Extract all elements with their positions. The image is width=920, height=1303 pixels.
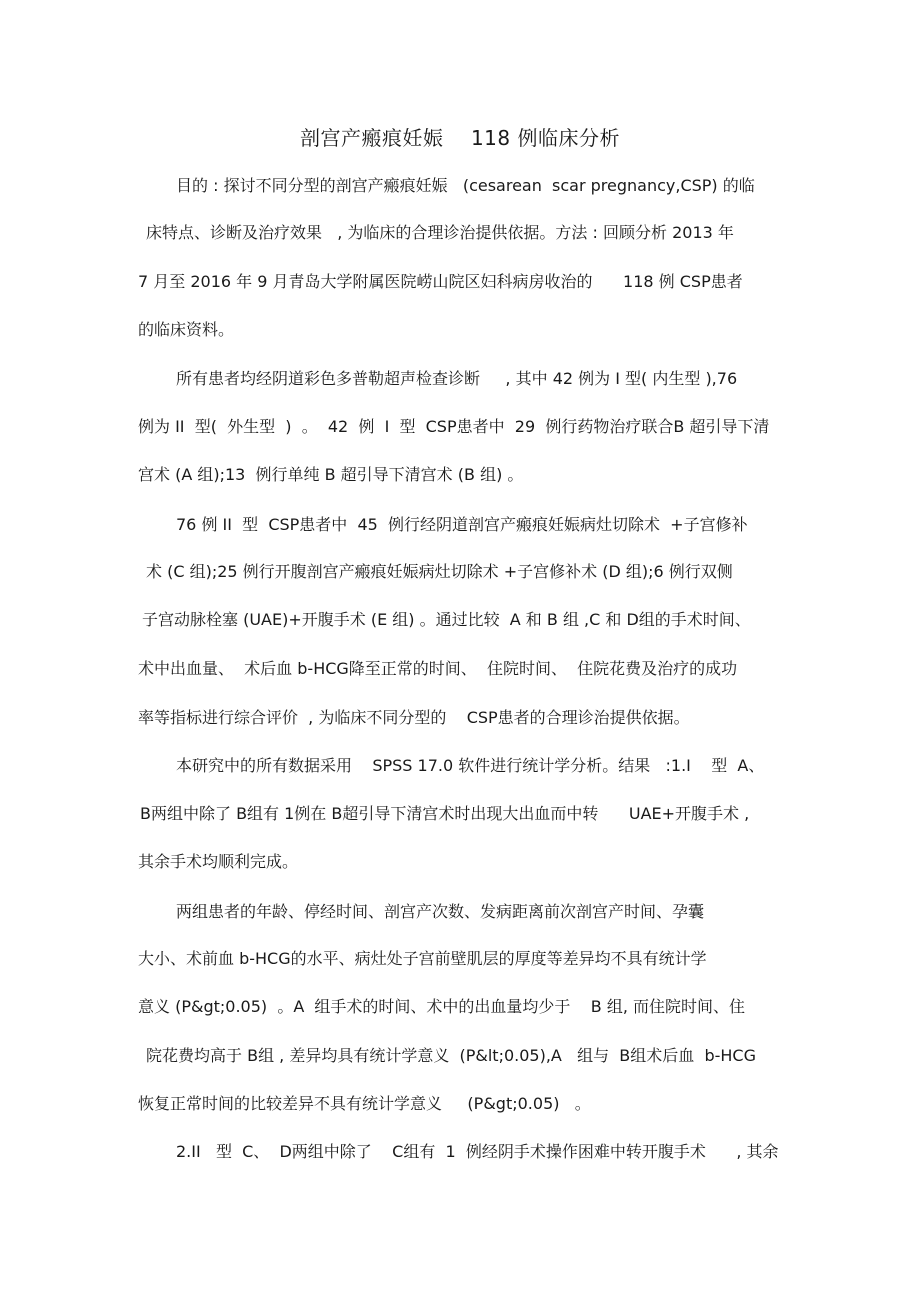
text-line: 术 (C 组);25 例行开腹剖宫产瘢痕妊娠病灶切除术 +子宫修补术 (D 组);6 例行双侧 — [146, 562, 733, 581]
text-line: 床特点、诊断及治疗效果 , 为临床的合理诊治提供依据。方法 : 回顾分析 2013 年 — [146, 223, 734, 242]
text-line: 率等指标进行综合评价 , 为临床不同分型的 CSP患者的合理诊治提供依据。 — [138, 708, 690, 727]
text-line: 子宫动脉栓塞 (UAE)+开腹手术 (E 组) 。通过比较 A 和 B 组 ,C 和 D组的手术时间、 — [142, 610, 751, 629]
text-line: 宫术 (A 组);13 例行单纯 B 超引导下清宫术 (B 组) 。 — [138, 465, 524, 484]
text-line: 2.II 型 C、 D两组中除了 C组有 1 例经阴手术操作困难中转开腹手术 , 其余 — [176, 1142, 779, 1161]
text-line: 恢复正常时间的比较差异不具有统计学意义 (P&gt;0.05) 。 — [138, 1094, 591, 1113]
text-line: 本研究中的所有数据采用 SPSS 17.0 软件进行统计学分析。结果 :1.I 型 A、 — [176, 756, 765, 775]
text-line: 大小、术前血 b-HCG的水平、病灶处子宫前壁肌层的厚度等差异均不具有统计学 — [138, 949, 707, 968]
text-line: 院花费均高于 B组 , 差异均具有统计学意义 (P&lt;0.05),A 组与 B组术后血 b-HCG — [146, 1046, 756, 1065]
document-title: 剖宫产瘢痕妊娠 118 例临床分析 — [300, 126, 620, 150]
text-line: 意义 (P&gt;0.05) 。A 组手术的时间、术中的出血量均少于 B 组, 而住院时间、住 — [138, 997, 746, 1016]
text-line: 例为 II 型( 外生型 ) 。 42 例 I 型 CSP患者中 29 例行药物治疗联合B 超引导下清 — [138, 417, 770, 436]
text-line: 7 月至 2016 年 9 月青岛大学附属医院崂山院区妇科病房收治的 118 例 CSP患者 — [138, 272, 743, 291]
text-line: 两组患者的年龄、停经时间、剖宫产次数、发病距离前次剖宫产时间、孕囊 — [176, 902, 705, 921]
text-line: 术中出血量、 术后血 b-HCG降至正常的时间、 住院时间、 住院花费及治疗的成功 — [138, 659, 738, 678]
text-line: 其余手术均顺利完成。 — [138, 852, 299, 871]
text-line: 76 例 II 型 CSP患者中 45 例行经阴道剖宫产瘢痕妊娠病灶切除术 +子宫修补 — [176, 515, 748, 534]
text-line: B两组中除了 B组有 1例在 B超引导下清宫术时出现大出血而中转 UAE+开腹手术 , — [140, 804, 750, 823]
text-line: 目的 : 探讨不同分型的剖宫产瘢痕妊娠 (cesarean scar pregnancy,CSP) 的临 — [176, 176, 755, 195]
text-line: 的临床资料。 — [138, 320, 235, 339]
text-line: 所有患者均经阴道彩色多普勒超声检查诊断 , 其中 42 例为 I 型( 内生型 ),76 — [176, 369, 738, 388]
